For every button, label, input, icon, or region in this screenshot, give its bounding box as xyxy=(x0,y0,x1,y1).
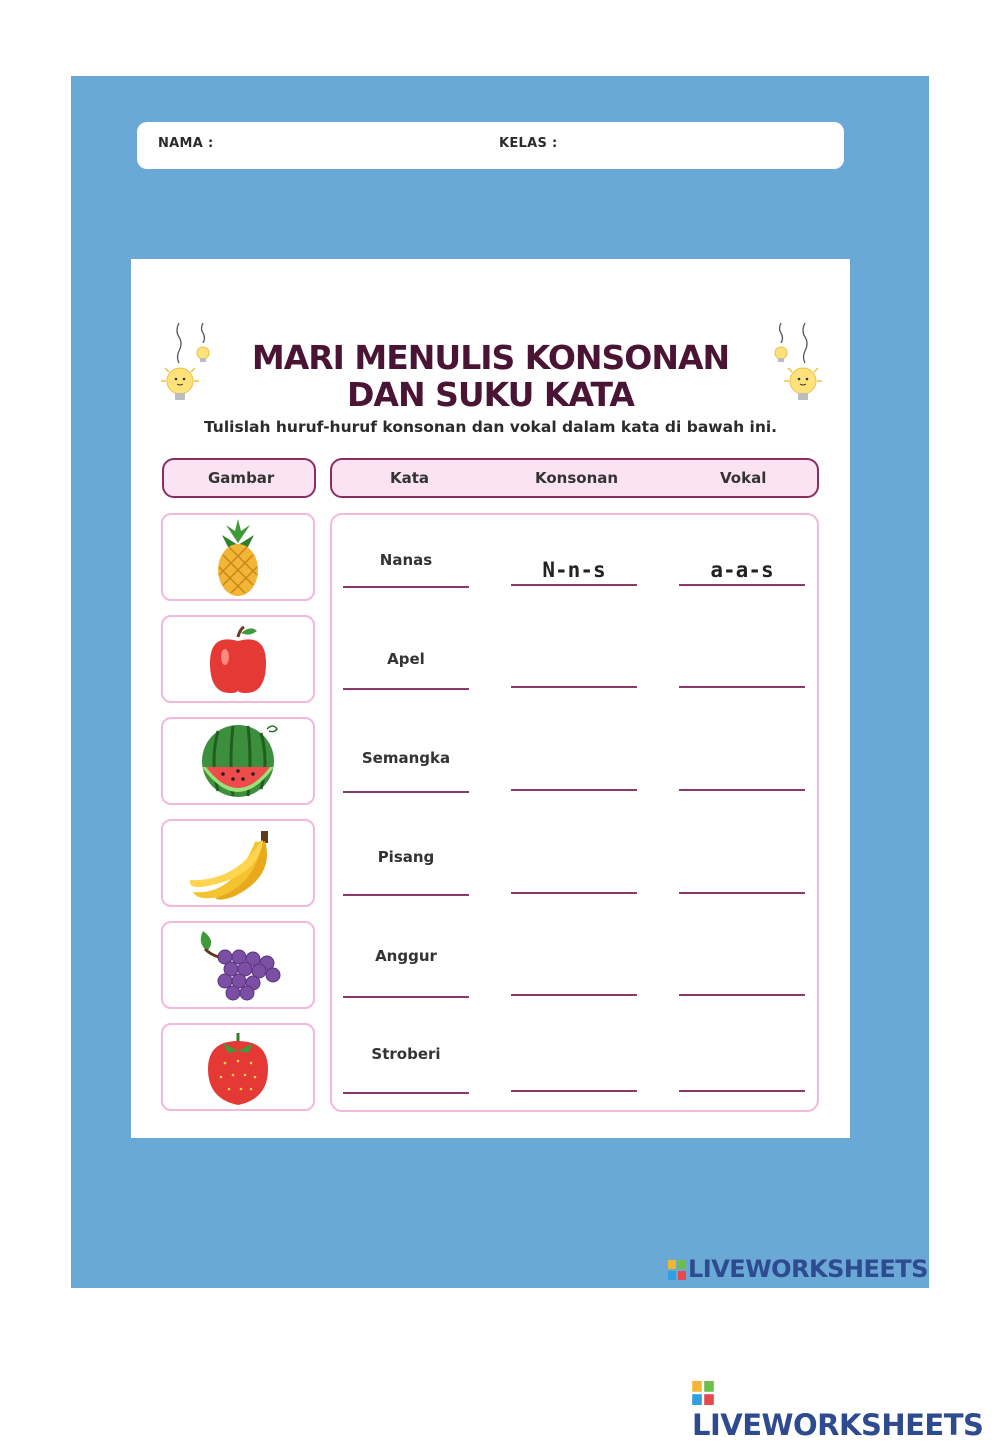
word-label: Anggur xyxy=(375,947,437,965)
vokal-input[interactable] xyxy=(679,1062,805,1092)
picture-box xyxy=(161,819,315,907)
vokal-input[interactable] xyxy=(679,761,805,791)
header-vokal-label: Vokal xyxy=(720,469,767,487)
liveworksheets-logo xyxy=(692,1374,1000,1442)
liveworksheets-logo xyxy=(668,1255,928,1283)
header-gambar-label: Gambar xyxy=(208,469,275,487)
word-underline xyxy=(343,586,469,588)
word-label: Stroberi xyxy=(371,1045,441,1063)
answer-table xyxy=(330,513,819,1112)
word-underline xyxy=(343,791,469,793)
konsonan-input[interactable] xyxy=(511,658,637,688)
konsonan-input[interactable] xyxy=(511,761,637,791)
vokal-input[interactable] xyxy=(679,658,805,688)
strawberry-icon xyxy=(163,1025,313,1109)
word-underline xyxy=(343,894,469,896)
picture-box xyxy=(161,513,315,601)
picture-box xyxy=(161,1023,315,1111)
picture-box xyxy=(161,921,315,1009)
watermelon-icon xyxy=(163,719,313,803)
nama-label: NAMA : xyxy=(158,136,214,151)
konsonan-input[interactable] xyxy=(511,556,637,586)
liveworksheets-mark-icon xyxy=(668,1260,686,1280)
header-gambar xyxy=(162,458,316,498)
liveworksheets-mark-icon xyxy=(692,1381,714,1405)
kelas-label: KELAS : xyxy=(499,136,558,151)
word-label: Semangka xyxy=(361,749,451,767)
header-kata-label: Kata xyxy=(390,469,430,487)
word-underline xyxy=(343,688,469,690)
picture-box xyxy=(161,615,315,703)
word-underline xyxy=(343,1092,469,1094)
konsonan-input[interactable] xyxy=(511,1062,637,1092)
kelas-input[interactable] xyxy=(561,132,821,158)
student-info-bar xyxy=(137,122,844,169)
header-columns xyxy=(330,458,819,498)
word-label: Apel xyxy=(387,650,425,668)
pineapple-icon xyxy=(163,515,313,599)
apple-icon xyxy=(163,617,313,701)
konsonan-input[interactable] xyxy=(511,966,637,996)
logo-text: LIVEWORKSHEETS xyxy=(692,1408,984,1442)
word-label: Pisang xyxy=(377,848,435,866)
word-label: Nanas xyxy=(379,551,433,569)
page-title-line-2: DAN SUKU KATA xyxy=(347,375,634,414)
logo-text: LIVEWORKSHEETS xyxy=(688,1255,928,1283)
nama-input[interactable] xyxy=(219,132,479,158)
vokal-input[interactable] xyxy=(679,556,805,586)
page-title-line-1: MARI MENULIS KONSONAN xyxy=(251,338,730,377)
grapes-icon xyxy=(163,923,313,1007)
header-konsonan-label: Konsonan xyxy=(535,469,619,487)
word-underline xyxy=(343,996,469,998)
konsonan-input[interactable] xyxy=(511,864,637,894)
worksheet xyxy=(131,259,850,1138)
vokal-input[interactable] xyxy=(679,864,805,894)
vokal-input[interactable] xyxy=(679,966,805,996)
instruction-text: Tulislah huruf-huruf konsonan dan vokal dalam kata di bawah ini. xyxy=(203,418,778,436)
picture-box xyxy=(161,717,315,805)
banana-icon xyxy=(163,821,313,905)
